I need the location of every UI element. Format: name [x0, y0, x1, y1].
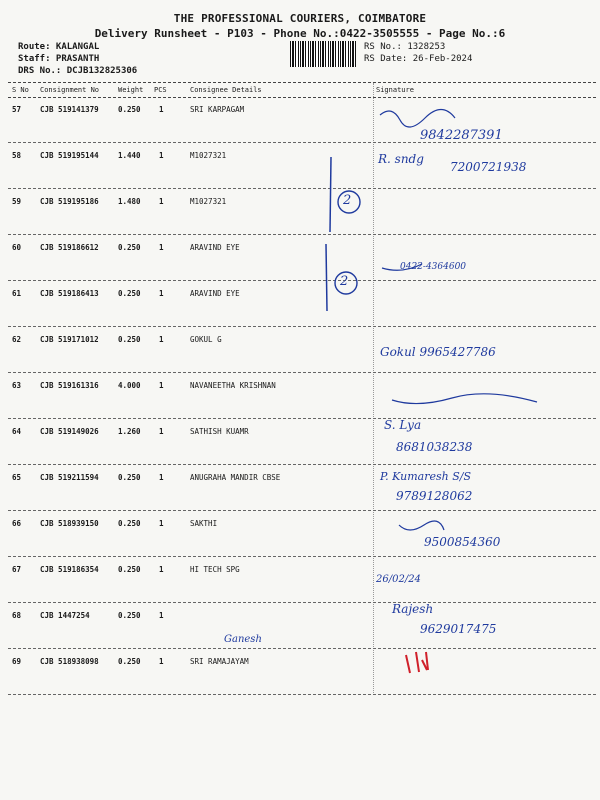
col-sno-header: S No: [12, 86, 29, 94]
row-sno: 62: [12, 335, 22, 344]
staff-label: Staff: PRASANTH: [18, 54, 100, 64]
row-consignment-no: CJB 519161316: [40, 381, 99, 390]
row-sno: 68: [12, 611, 22, 620]
row-consignment-no: CJB 518938098: [40, 657, 99, 666]
row-sno: 63: [12, 381, 22, 390]
row-sno: 61: [12, 289, 22, 298]
row-sno: 60: [12, 243, 22, 252]
signature-scribble: [399, 521, 444, 530]
drs-label: DRS No.: DCJB132825306: [18, 66, 138, 76]
row-consignment-no: CJB 518939150: [40, 519, 99, 528]
row-pcs: 1: [159, 473, 164, 482]
row-consignment-no: CJB 519186354: [40, 565, 99, 574]
signature-scribble: [380, 110, 455, 128]
handwritten-name: P. Kumaresh S/S: [380, 470, 471, 483]
row-pcs: 1: [159, 657, 164, 666]
pen-bracket-line: [326, 244, 327, 311]
row-weight: 4.000: [118, 381, 141, 390]
row-sno: 66: [12, 519, 22, 528]
row-weight: 0.250: [118, 565, 141, 574]
handwritten-phone: 9842287391: [420, 128, 503, 143]
row-consignment-no: CJB 519141379: [40, 105, 99, 114]
row-consignee: M1027321: [190, 197, 227, 206]
row-sno: 57: [12, 105, 22, 114]
col-signature-header: Signature: [376, 86, 414, 94]
handwritten-note: Ganesh: [224, 634, 262, 645]
row-weight: 0.250: [118, 289, 141, 298]
handwritten-phone: 9500854360: [424, 535, 501, 549]
row-pcs: 1: [159, 611, 164, 620]
handwritten-phone: 8681038238: [396, 440, 473, 454]
circled-number: 2: [340, 274, 349, 289]
handwritten-name: R. sndg: [378, 152, 424, 166]
row-consignee: SRI KARPAGAM: [190, 105, 245, 114]
runsheet-subtitle: Delivery Runsheet - P103 - Phone No.:0422-3505555 - Page No.:6: [94, 27, 506, 40]
handwritten-name: Rajesh: [392, 602, 434, 616]
row-weight: 1.440: [118, 151, 141, 160]
rs-number: RS No.: 1328253: [364, 42, 446, 52]
company-title: THE PROFESSIONAL COURIERS, COIMBATORE: [173, 12, 427, 25]
col-weight-header: Weight: [118, 86, 144, 94]
pen-bracket-line: [330, 157, 331, 232]
row-weight: 1.480: [118, 197, 141, 206]
row-pcs: 1: [159, 381, 164, 390]
signature-scribble: [392, 394, 537, 404]
handwritten-name: S. Lya: [384, 418, 422, 432]
row-weight: 0.250: [118, 335, 141, 344]
handwritten-phone: 7200721938: [450, 160, 527, 174]
row-pcs: 1: [159, 335, 164, 344]
row-consignment-no: CJB 519186612: [40, 243, 99, 252]
row-consignee: ARAVIND EYE: [190, 289, 240, 298]
red-ink-mark: [406, 652, 428, 673]
handwritten-phone: 9629017475: [420, 622, 497, 636]
row-consignee: ARAVIND EYE: [190, 243, 240, 252]
handwritten-phone: 9789128062: [396, 489, 473, 503]
row-consignee: HI TECH SPG: [190, 565, 240, 574]
row-sno: 67: [12, 565, 22, 574]
col-pcs-header: PCS: [154, 86, 167, 94]
row-pcs: 1: [159, 243, 164, 252]
row-sno: 64: [12, 427, 22, 436]
row-pcs: 1: [159, 151, 164, 160]
row-consignment-no: CJB 519211594: [40, 473, 99, 482]
row-pcs: 1: [159, 519, 164, 528]
row-consignee: SATHISH KUAMR: [190, 427, 249, 436]
row-consignee: ANUGRAHA MANDIR CBSE: [190, 473, 281, 482]
row-pcs: 1: [159, 289, 164, 298]
row-weight: 0.250: [118, 243, 141, 252]
row-weight: 0.250: [118, 473, 141, 482]
circled-number: 2: [343, 193, 352, 208]
rs-date: RS Date: 26-Feb-2024: [364, 54, 473, 64]
handwritten-signature-phone: Gokul 9965427786: [380, 345, 496, 359]
row-pcs: 1: [159, 427, 164, 436]
col-consignee-header: Consignee Details: [190, 86, 262, 94]
row-consignment-no: CJB 519195144: [40, 151, 99, 160]
row-consignment-no: CJB 1447254: [40, 611, 90, 620]
row-weight: 0.250: [118, 105, 141, 114]
row-consignee: M1027321: [190, 151, 227, 160]
row-pcs: 1: [159, 197, 164, 206]
row-consignment-no: CJB 519186413: [40, 289, 99, 298]
row-consignment-no: CJB 519195186: [40, 197, 99, 206]
row-sno: 58: [12, 151, 22, 160]
row-weight: 0.250: [118, 611, 141, 620]
row-consignee: NAVANEETHA KRISHNAN: [190, 381, 276, 390]
col-consignment-header: Consignment No: [40, 86, 100, 94]
row-sno: 65: [12, 473, 22, 482]
row-consignee: SAKTHI: [190, 519, 218, 528]
row-sno: 59: [12, 197, 22, 206]
route-label: Route: KALANGAL: [18, 42, 100, 52]
row-weight: 0.250: [118, 657, 141, 666]
row-pcs: 1: [159, 105, 164, 114]
row-consignee: GOKUL G: [190, 335, 222, 344]
row-weight: 1.260: [118, 427, 141, 436]
handwritten-date: 26/02/24: [376, 574, 421, 585]
row-consignment-no: CJB 519171012: [40, 335, 99, 344]
row-consignment-no: CJB 519149026: [40, 427, 99, 436]
row-consignee: SRI RAMAJAYAM: [190, 657, 249, 666]
handwritten-phone: 0422-4364600: [400, 262, 467, 272]
row-weight: 0.250: [118, 519, 141, 528]
row-sno: 69: [12, 657, 22, 666]
row-pcs: 1: [159, 565, 164, 574]
